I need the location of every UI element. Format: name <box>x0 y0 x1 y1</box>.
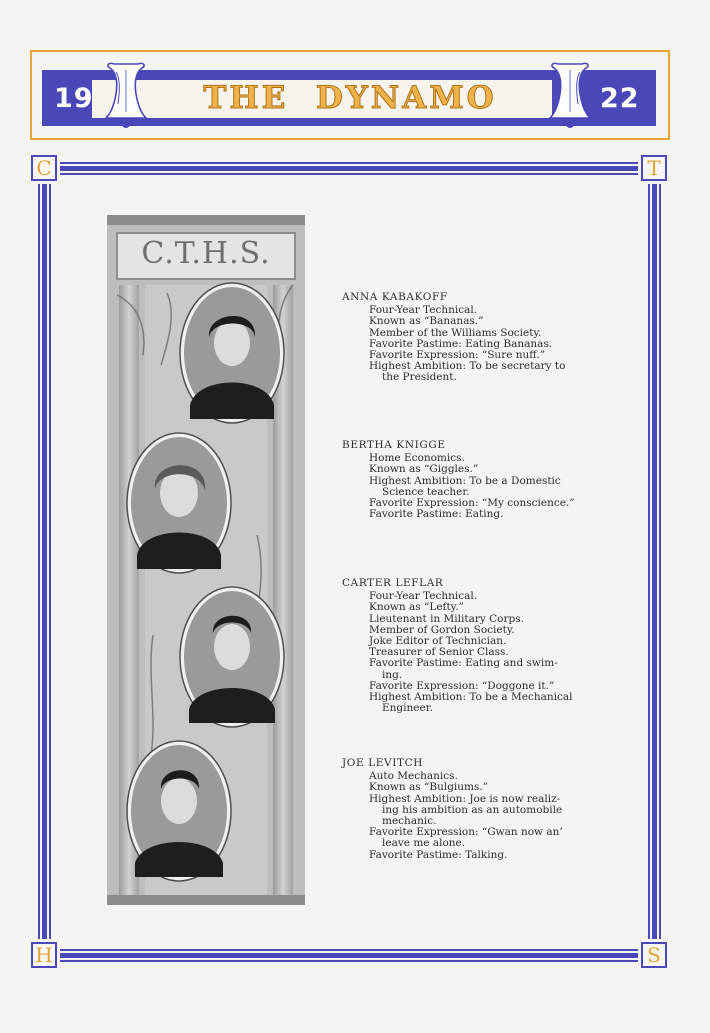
student-entry <box>342 758 592 861</box>
entry-line: Member of the Williams Society. <box>369 326 542 339</box>
entry-line: Favorite Pastime: Eating and swim- <box>369 657 558 670</box>
border-rule-top <box>60 162 638 175</box>
entry-line: the President. <box>382 371 457 384</box>
bell-ornament-right-icon <box>548 60 592 130</box>
year-right: 22 <box>600 83 640 114</box>
student-name: ANNA KABAKOFF <box>342 291 448 303</box>
entry-line: leave me alone. <box>382 837 466 850</box>
student-entry <box>342 440 592 520</box>
entry-line: Favorite Pastime: Talking. <box>369 848 508 861</box>
entry-line: Known as “Lefty.” <box>369 601 464 614</box>
border-rule-right <box>648 184 661 939</box>
entry-line: Favorite Expression: “Doggone it.” <box>369 679 555 692</box>
entry-line: Treasurer of Senior Class. <box>369 646 509 659</box>
entry-line: Home Economics. <box>369 452 465 465</box>
entry-line: ing. <box>382 668 403 681</box>
border-rule-bottom <box>60 949 638 962</box>
entry-line: Favorite Expression: “My conscience.” <box>369 497 575 510</box>
portrait-panel <box>107 215 305 905</box>
student-name: JOE LEVITCH <box>342 757 423 769</box>
entry-line: Known as “Bananas.” <box>369 315 484 328</box>
entry-line: Highest Ambition: To be a Mechanical <box>369 691 573 704</box>
bell-ornament-left-icon <box>104 60 148 130</box>
entry-line: Four-Year Technical. <box>369 304 478 317</box>
entry-line: Auto Mechanics. <box>369 770 458 783</box>
entry-line: Highest Ambition: Joe is now realiz- <box>369 792 561 805</box>
entry-line: Favorite Expression: “Gwan now an’ <box>369 826 563 839</box>
entry-line: Joke Editor of Technician. <box>369 635 507 648</box>
entry-line: Engineer. <box>382 702 433 715</box>
corner-letter-bottom-left: H <box>31 942 57 968</box>
school-initials: C.T.H.S. <box>141 236 271 271</box>
entry-line: Member of Gordon Society. <box>369 623 515 636</box>
corner-letter-bottom-right: S <box>641 942 667 968</box>
corner-letter-top-right: T <box>641 155 667 181</box>
yearbook-title: THE DYNAMO <box>203 80 497 116</box>
entry-line: Highest Ambition: To be secretary to <box>369 360 566 373</box>
entry-line: Lieutenant in Military Corps. <box>369 612 524 625</box>
student-entry <box>342 578 592 714</box>
entry-line: mechanic. <box>382 815 437 828</box>
entry-line: Four-Year Technical. <box>369 590 478 603</box>
student-name: CARTER LEFLAR <box>342 577 444 589</box>
entry-line: Science teacher. <box>382 485 470 498</box>
corner-letter-top-left: C <box>31 155 57 181</box>
entry-line: ing his ambition as an automobile <box>382 803 563 816</box>
border-rule-left <box>38 184 51 939</box>
student-entry <box>342 292 592 384</box>
entry-line: Highest Ambition: To be a Domestic <box>369 474 561 487</box>
entry-line: Favorite Pastime: Eating Bananas. <box>369 337 553 350</box>
entry-line: Known as “Giggles.” <box>369 463 479 476</box>
entry-line: Known as “Bulgiums.” <box>369 781 489 794</box>
entry-line: Favorite Pastime: Eating. <box>369 508 504 521</box>
portrait-panel-artwork <box>107 215 305 905</box>
year-left: 19 <box>54 83 94 114</box>
student-name: BERTHA KNIGGE <box>342 439 446 451</box>
entry-line: Favorite Expression: “Sure nuff.” <box>369 349 546 362</box>
